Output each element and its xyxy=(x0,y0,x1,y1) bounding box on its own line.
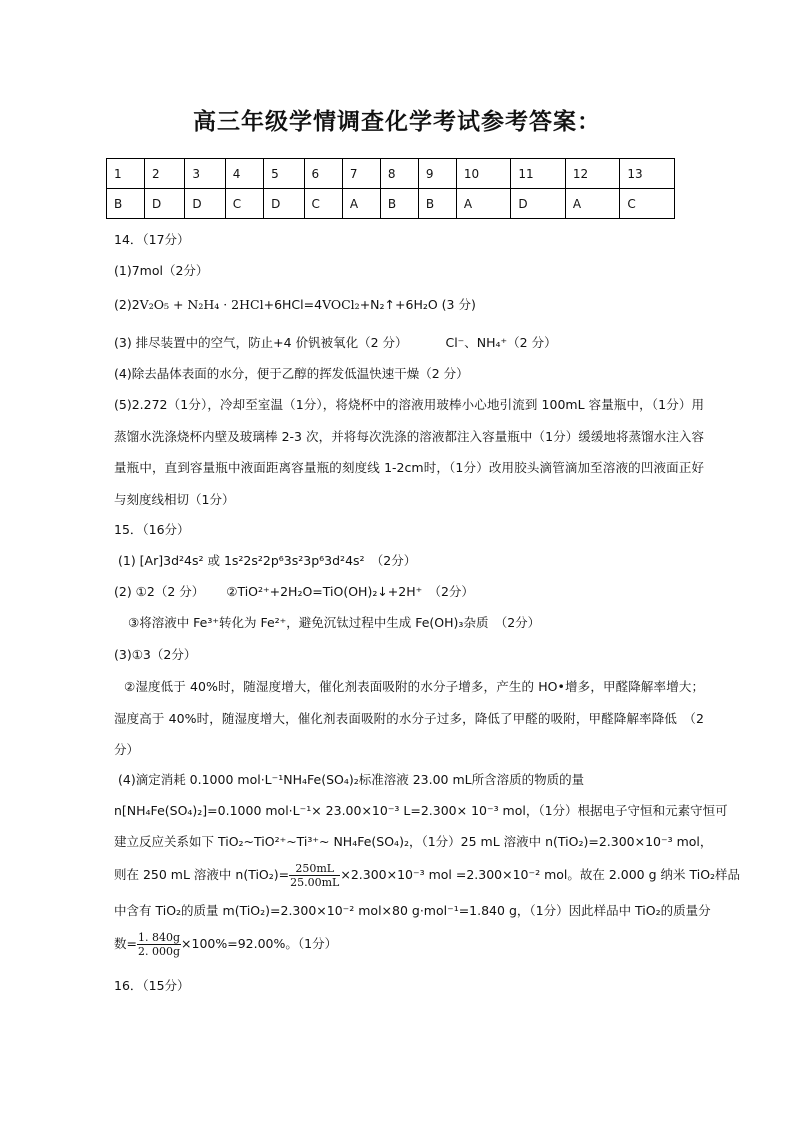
answer-table-answer-row xyxy=(107,189,675,219)
q15-part2-c: ③将溶液中 Fe³⁺转化为 Fe²⁺，避免沉钛过程中生成 Fe(OH)₃杂质 （2分） xyxy=(128,615,541,630)
table-cell-number: 7 xyxy=(342,159,380,189)
table-cell-number: 2 xyxy=(145,159,185,189)
table-cell-answer: D xyxy=(264,189,304,219)
table-cell-answer: A xyxy=(342,189,380,219)
table-cell-answer: D xyxy=(185,189,225,219)
table-cell-answer: A xyxy=(456,189,511,219)
q15-part3-a: (3)①3（2分） xyxy=(114,647,197,662)
q14-part3-a: (3) 排尽装置中的空气，防止+4 价钒被氧化（2 分） xyxy=(114,335,408,350)
q14-part1: (1)7mol（2分） xyxy=(114,263,209,278)
answer-table-number-row xyxy=(107,159,675,189)
q16-header: 16．（15分） xyxy=(114,978,190,993)
q15-part4-line1: (4)滴定消耗 0.1000 mol·L⁻¹NH₄Fe(SO₄)₂标准溶液 23.00 mL所含溶质的物质的量 xyxy=(118,772,585,787)
q15-part4-line6-b: ×100%=92.00%。（1分） xyxy=(181,936,338,951)
fraction-mass-ratio xyxy=(137,931,181,958)
q15-part2-b: ②TiO²⁺+2H₂O=TiO(OH)₂↓+2H⁺ （2分） xyxy=(226,584,474,599)
q14-header: 14．（17分） xyxy=(114,232,190,247)
table-cell-answer: B xyxy=(380,189,418,219)
fraction-numerator: 1. 840g xyxy=(137,931,181,944)
q14-part2-prefix: (2)2 xyxy=(114,297,140,312)
q14-part2-mid: +6HCl=4 xyxy=(263,297,323,312)
q15-part4-line6 xyxy=(114,931,337,958)
q14-part5: (5)2.272（1分），冷却至室温（1分），将烧杯中的溶液用玻棒小心地引流到 100mL 容量瓶中，（1分）用蒸馏水洗涤烧杯内壁及玻璃棒 2-3 次，并将每次洗涤的溶液都注入容量瓶中（1分）缓缓地将蒸馏水注入容量瓶中，直到容量瓶中液面距离容量瓶的刻度线 1-2cm时，（1分）改用胶头滴管滴加至溶液的凹液面正好与刻度线相切（1分） xyxy=(114,397,704,507)
table-cell-answer: B xyxy=(418,189,456,219)
q14-part3-b: Cl⁻、NH₄⁺（2 分） xyxy=(445,335,557,350)
table-cell-number: 13 xyxy=(620,159,675,189)
fraction-numerator: 250mL xyxy=(289,862,340,876)
q15-part4-line3: 建立反应关系如下 TiO₂~TiO²⁺~Ti³⁺~ NH₄Fe(SO₄)₂，（1分）25 mL 溶液中 n(TiO₂)=2.300×10⁻³ mol， xyxy=(114,834,713,849)
table-cell-number: 5 xyxy=(264,159,304,189)
q14-part2-formula-a: V₂O₅ + N₂H₄ · 2HCl xyxy=(139,297,264,312)
table-cell-answer: C xyxy=(304,189,342,219)
fraction-volume-ratio xyxy=(289,862,340,889)
table-cell-answer: D xyxy=(145,189,185,219)
q14-part2 xyxy=(114,297,476,313)
table-cell-answer: A xyxy=(565,189,620,219)
q15-part4-line4-a: 则在 250 mL 溶液中 n(TiO₂)= xyxy=(114,867,290,882)
q14-part4: (4)除去晶体表面的水分，便于乙醇的挥发低温快速干燥（2 分） xyxy=(114,366,469,381)
q15-header: 15．（16分） xyxy=(114,522,190,537)
table-cell-answer: C xyxy=(620,189,675,219)
table-cell-number: 9 xyxy=(418,159,456,189)
table-cell-number: 4 xyxy=(225,159,263,189)
table-cell-answer: B xyxy=(107,189,145,219)
q14-part2-formula-b: VOCl₂ xyxy=(322,297,360,312)
q15-part4-line4 xyxy=(114,862,740,889)
table-cell-number: 11 xyxy=(511,159,566,189)
table-cell-number: 3 xyxy=(185,159,225,189)
table-cell-answer: C xyxy=(225,189,263,219)
q15-part3-b: ②湿度低于 40%时，随湿度增大，催化剂表面吸附的水分子增多，产生的 HO•增多，甲醛降解率增大；湿度高于 40%时，随湿度增大，催化剂表面吸附的水分子过多，降低了甲醛的吸附，甲醛降解率降低 （2分） xyxy=(114,679,704,757)
q15-part4-line6-a: 数= xyxy=(114,936,137,951)
table-cell-number: 1 xyxy=(107,159,145,189)
q15-part4-line2: n[NH₄Fe(SO₄)₂]=0.1000 mol·L⁻¹× 23.00×10⁻³ L=2.300× 10⁻³ mol，（1分）根据电子守恒和元素守恒可 xyxy=(114,803,728,818)
answer-table xyxy=(106,158,675,219)
q14-part3 xyxy=(114,335,557,351)
fraction-denominator: 25.00mL xyxy=(290,876,340,889)
table-cell-number: 12 xyxy=(565,159,620,189)
table-cell-number: 8 xyxy=(380,159,418,189)
q14-part2-suffix: +N₂↑+6H₂O (3 分) xyxy=(359,297,476,312)
q15-part4-line4-b: ×2.300×10⁻³ mol =2.300×10⁻² mol。故在 2.000 g 纳米 TiO₂样品 xyxy=(340,867,741,882)
q15-part4-line5: 中含有 TiO₂的质量 m(TiO₂)=2.300×10⁻² mol×80 g·mol⁻¹=1.840 g，（1分）因此样品中 TiO₂的质量分 xyxy=(114,903,711,918)
fraction-denominator: 2. 000g xyxy=(137,945,181,958)
q15-part1: (1) [Ar]3d²4s² 或 1s²2s²2p⁶3s²3p⁶3d²4s² （2分） xyxy=(118,553,417,568)
q15-part2-a: (2) ①2（2 分） xyxy=(114,584,205,599)
table-cell-number: 10 xyxy=(456,159,511,189)
table-cell-answer: D xyxy=(511,189,566,219)
q15-part2 xyxy=(114,584,474,600)
table-cell-number: 6 xyxy=(304,159,342,189)
page-title: 高三年级学情调查化学考试参考答案： xyxy=(193,108,601,135)
